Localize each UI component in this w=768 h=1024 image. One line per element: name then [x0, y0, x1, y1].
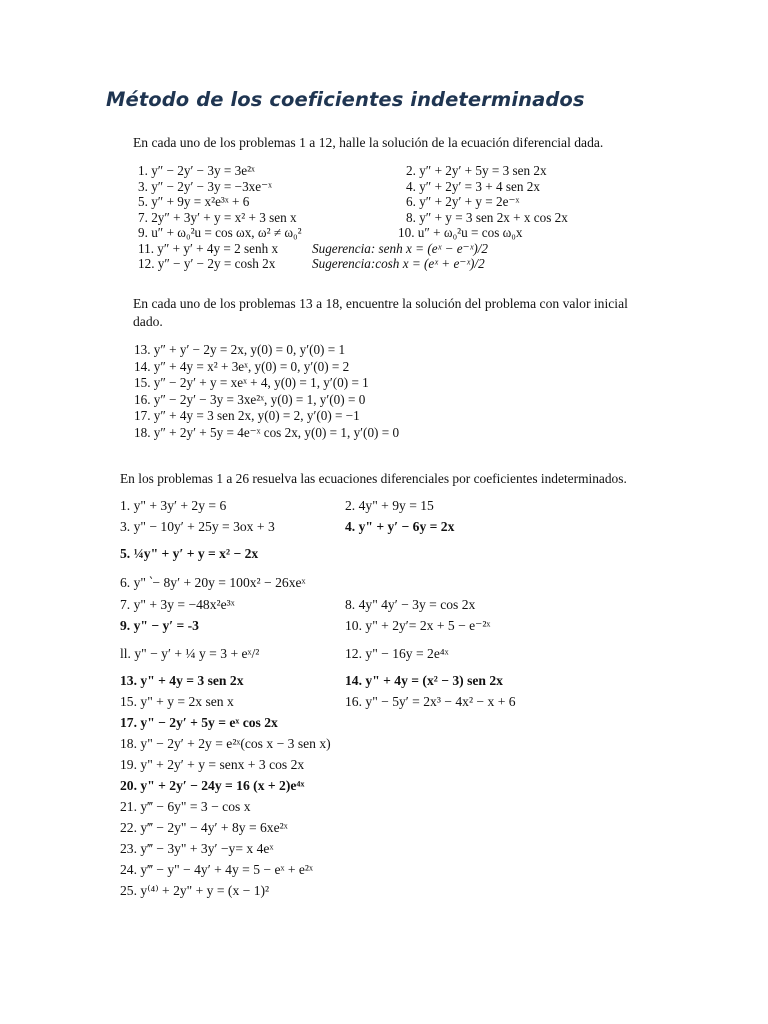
s3-problem-9: 9. y" − y′ = -3: [120, 618, 199, 633]
section3-row: [120, 733, 640, 754]
problem-2: 2. y″ + 2y′ + 5y = 3 sen 2x: [406, 163, 547, 178]
s3-problem-5: 5. ¼y" + y′ + y = x² − 2x: [120, 546, 259, 561]
problem-1: 1. y″ − 2y′ − 3y = 3e²ˣ: [138, 163, 255, 178]
s3-problem-24: 24. y‴ − y" − 4y′ + 4y = 5 − eˣ + e²ˣ: [120, 861, 313, 877]
section3-row: [120, 796, 640, 817]
s3-problem-21: 21. y‴ − 6y" = 3 − cos x: [120, 798, 251, 814]
s3-problem-8: 8. 4y" 4y′ − 3y = cos 2x: [345, 596, 476, 612]
s3-problem-19: 19. y" + 2y′ + y = senx + 3 cos 2x: [120, 756, 305, 772]
s3-problem-3: 3. y" − 10y′ + 25y = 3ox + 3: [120, 518, 275, 534]
s3-problem-22: 22. y‴ − 2y" − 4y′ + 8y = 6xe²ˣ: [120, 819, 288, 835]
s3-problem-25: 25. y⁽⁴⁾ + 2y" + y = (x − 1)²: [120, 882, 270, 898]
problem-10: 10. u″ + ω₀²u = cos ω₀x: [398, 225, 523, 240]
section3-row: [120, 571, 640, 594]
problem-16: 16. y″ − 2y′ − 3y = 3xe²ˣ, y(0) = 1, y′(0) = 0: [134, 391, 366, 407]
problem-9: 9. u″ + ω₀²u = cos ωx, ω² ≠ ω₀²: [138, 225, 302, 240]
s3-problem-15: 15. y" + y = 2x sen x: [120, 693, 234, 709]
section3-row: [120, 615, 640, 637]
problem-8: 8. y″ + y = 3 sen 2x + x cos 2x: [406, 209, 568, 225]
s3-problem-1: 1. y" + 3y′ + 2y = 6: [120, 497, 227, 513]
section3-row: [120, 516, 640, 537]
s3-problem-18: 18. y" − 2y′ + 2y = e²ˣ(cos x − 3 sen x): [120, 735, 331, 751]
problem-11: 11. y″ + y′ + 4y = 2 senh x: [138, 240, 279, 256]
section2-list: [134, 342, 399, 441]
section3-row: [120, 670, 640, 691]
problem-4: 4. y″ + 2y′ = 3 + 4 sen 2x: [406, 178, 540, 194]
problem-18: 18. y″ + 2y′ + 5y = 4e⁻ˣ cos 2x, y(0) = 1, y′(0) = 0: [134, 424, 400, 440]
hint-cosh: Sugerencia:cosh x = (eˣ + e⁻ˣ)/2: [312, 256, 485, 271]
s3-problem-11: ll. y" − y′ + ¼ y = 3 + eˣ/²: [120, 645, 260, 661]
s3-problem-6: 6. y" ‵− 8y′ + 20y = 100x² − 26xeˣ: [120, 574, 306, 590]
s3-problem-16: 16. y" − 5y′ = 2x³ − 4x² − x + 6: [345, 693, 516, 709]
problem-5: 5. y″ + 9y = x²e³ˣ + 6: [138, 194, 250, 209]
section3-intro: En los problemas 1 a 26 resuelva las ecuaciones diferenciales por coeficientes indeterminados.: [120, 471, 627, 486]
section3-row: [120, 775, 640, 796]
section3-row: [120, 537, 640, 571]
problem-17: 17. y″ + 4y = 3 sen 2x, y(0) = 2, y′(0) = −1: [134, 408, 360, 423]
section3-row: [120, 594, 640, 615]
s3-problem-12: 12. y" − 16y = 2e⁴ˣ: [345, 645, 449, 661]
section1-right-column: [312, 163, 658, 272]
section3-row: [120, 637, 640, 670]
s3-problem-7: 7. y" + 3y = −48x²e³ˣ: [120, 596, 235, 612]
s3-problem-2: 2. 4y" + 9y = 15: [345, 497, 434, 513]
section1-intro: En cada uno de los problemas 1 a 12, halle la solución de la ecuación diferencial dada.: [133, 135, 604, 150]
section3-list: [120, 495, 640, 901]
s3-problem-20: 20. y" + 2y′ − 24y = 16 (x + 2)e⁴ˣ: [120, 777, 305, 793]
s3-problem-4: 4. y" + y′ − 6y = 2x: [345, 518, 455, 534]
section3-row: [120, 691, 640, 712]
problem-12: 12. y″ − y′ − 2y = cosh 2x: [138, 256, 276, 271]
hint-senh: Sugerencia: senh x = (eˣ − e⁻ˣ)/2: [312, 240, 488, 256]
problem-6: 6. y″ + 2y′ + y = 2e⁻ˣ: [406, 194, 520, 209]
section1-grid: [138, 163, 658, 272]
problem-13: 13. y″ + y′ − 2y = 2x, y(0) = 0, y′(0) = 1: [134, 342, 346, 357]
s3-problem-17: 17. y" − 2y′ + 5y = eˣ cos 2x: [120, 714, 278, 730]
section3-row: [120, 712, 640, 733]
section3-row: [120, 838, 640, 859]
problem-7: 7. 2y″ + 3y′ + y = x² + 3 sen x: [138, 209, 297, 225]
section2-intro: En cada uno de los problemas 13 a 18, encuentre la solución del problema con valor inicial dado.: [133, 296, 628, 329]
s3-problem-14: 14. y" + 4y = (x² − 3) sen 2x: [345, 672, 503, 688]
section3-row: [120, 817, 640, 838]
section3-row: [120, 754, 640, 775]
s3-problem-13: 13. y" + 4y = 3 sen 2x: [120, 672, 244, 688]
section3-row: [120, 495, 640, 516]
section3-row: [120, 880, 640, 901]
section3-row: [120, 859, 640, 880]
problem-14: 14. y″ + 4y = x² + 3eˣ, y(0) = 0, y′(0) = 2: [134, 358, 350, 374]
problem-3: 3. y″ − 2y′ − 3y = −3xe⁻ˣ: [138, 178, 272, 194]
s3-problem-10: 10. y" + 2y′= 2x + 5 − e⁻²ˣ: [345, 618, 491, 633]
problem-15: 15. y″ − 2y′ + y = xeˣ + 4, y(0) = 1, y′(0) = 1: [134, 375, 369, 390]
s3-problem-23: 23. y‴ − 3y" + 3y′ −y= x 4eˣ: [120, 840, 274, 856]
page-title: Método de los coeficientes indeterminados: [106, 88, 585, 111]
